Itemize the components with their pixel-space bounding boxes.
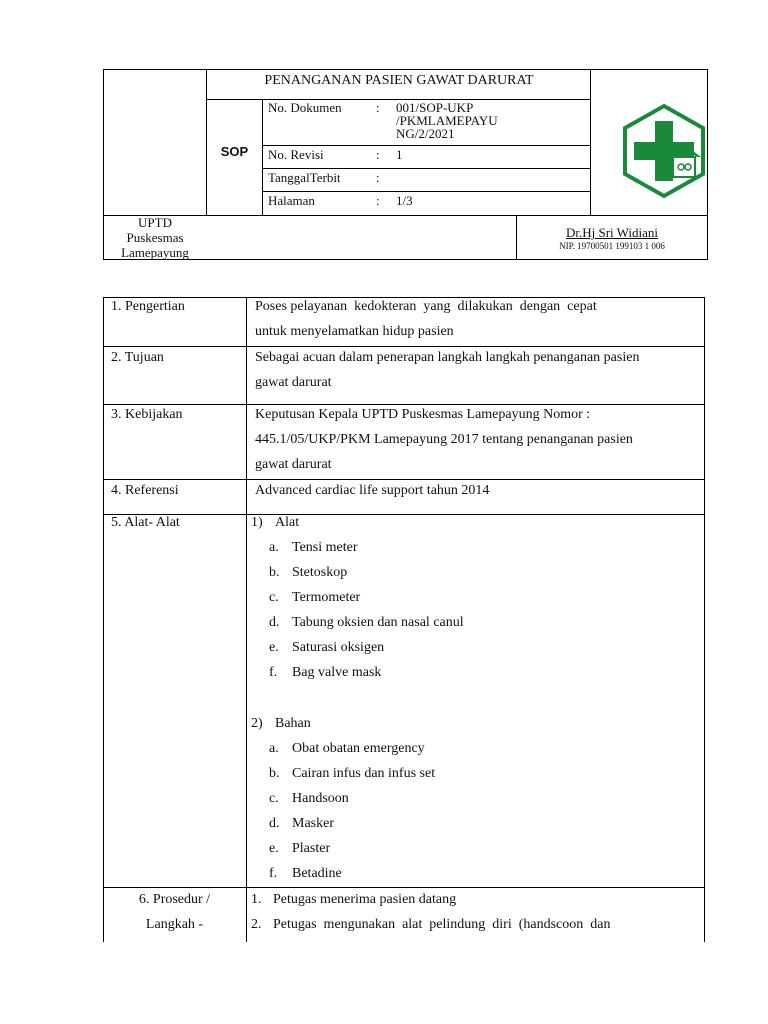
meta-value-line: /PKMLAMEPAYU xyxy=(396,113,498,128)
signer-block xyxy=(517,226,707,252)
header-divider xyxy=(262,145,590,146)
list-letter: f. xyxy=(269,665,278,680)
sop-content-table xyxy=(103,297,705,942)
row-label-prosedur xyxy=(103,887,246,937)
header-divider xyxy=(262,191,590,192)
row-text-pengertian xyxy=(255,294,695,344)
sop-label: SOP xyxy=(220,144,249,159)
list-item: Stetoskop xyxy=(292,565,348,580)
header-divider xyxy=(262,168,590,169)
group-number: 1) xyxy=(251,515,263,530)
list-letter: a. xyxy=(269,540,279,555)
list-letter: d. xyxy=(269,816,280,831)
meta-key: TanggalTerbit xyxy=(268,170,341,185)
meta-key: No. Revisi xyxy=(268,147,324,162)
step-text: Petugas menerima pasien datang xyxy=(273,892,457,907)
text-line: Poses pelayanan kedokteran yang dilakukan dengan cepat xyxy=(255,299,597,314)
meta-value-line: NG/2/2021 xyxy=(396,126,455,141)
step-text: Petugas mengunakan alat pelindung diri (handscoon dan xyxy=(273,917,611,932)
row-label-alat: 5. Alat- Alat xyxy=(111,515,180,530)
list-item: Tabung oksien dan nasal canul xyxy=(292,615,464,630)
list-letter: a. xyxy=(269,741,279,756)
meta-key: Halaman xyxy=(268,193,315,208)
row-text-referensi xyxy=(255,478,695,503)
row-label-pengertian: 1. Pengertian xyxy=(111,299,185,314)
org-line: Puskesmas xyxy=(126,230,184,245)
list-letter: b. xyxy=(269,766,280,781)
meta-separator: : xyxy=(376,170,380,185)
list-letter: d. xyxy=(269,615,280,630)
row-label-kebijakan: 3. Kebijakan xyxy=(111,407,183,422)
list-item: Plaster xyxy=(292,841,331,856)
meta-separator: : xyxy=(376,100,380,115)
meta-value: 1/3 xyxy=(396,193,413,208)
meta-value-line: 001/SOP-UKP xyxy=(396,100,474,115)
step-number: 1. xyxy=(251,892,262,907)
meta-value xyxy=(396,101,516,140)
meta-value: 1 xyxy=(396,147,403,162)
label-line: Langkah - xyxy=(145,917,204,932)
org-line: Lamepayung xyxy=(121,245,189,260)
list-item: Cairan infus dan infus set xyxy=(292,766,436,781)
group-title: Bahan xyxy=(275,716,311,731)
organization-name xyxy=(104,215,206,260)
row-text-tujuan xyxy=(255,345,695,395)
group-number: 2) xyxy=(251,716,263,731)
text-line: gawat darurat xyxy=(255,457,332,472)
text-line: 445.1/05/UKP/PKM Lamepayung 2017 tentang penanganan pasien xyxy=(255,432,633,447)
label-line: 6. Prosedur / xyxy=(138,892,211,907)
row-label-referensi: 4. Referensi xyxy=(111,483,179,498)
row-divider xyxy=(103,514,705,515)
column-divider xyxy=(246,297,247,942)
signer-name: Dr.Hj Sri Widiani xyxy=(565,225,659,240)
row-text-kebijakan xyxy=(255,402,695,477)
document-title: PENANGANAN PASIEN GAWAT DARURAT xyxy=(264,73,534,88)
list-item: Bag valve mask xyxy=(292,665,382,680)
text-line: Keputusan Kepala UPTD Puskesmas Lamepayung Nomor : xyxy=(255,407,591,422)
signer-nip: NIP. 19700501 199103 1 006 xyxy=(559,241,665,251)
org-line: UPTD xyxy=(138,215,172,230)
group-title: Alat xyxy=(275,515,300,530)
list-letter: e. xyxy=(269,841,279,856)
text-line: Sebagai acuan dalam penerapan langkah langkah penanganan pasien xyxy=(255,350,640,365)
document-header xyxy=(103,69,708,260)
meta-separator: : xyxy=(376,147,380,162)
text-line: Advanced cardiac life support tahun 2014 xyxy=(255,483,490,498)
text-line: untuk menyelamatkan hidup pasien xyxy=(255,324,454,339)
meta-key: No. Dokumen xyxy=(268,100,342,115)
row-label-tujuan: 2. Tujuan xyxy=(111,350,164,365)
list-item: Termometer xyxy=(292,590,361,605)
list-letter: c. xyxy=(269,590,279,605)
list-item: Betadine xyxy=(292,866,342,881)
list-item: Saturasi oksigen xyxy=(292,640,385,655)
meta-separator: : xyxy=(376,193,380,208)
step-number: 2. xyxy=(251,917,262,932)
list-letter: c. xyxy=(269,791,279,806)
list-item: Tensi meter xyxy=(292,540,358,555)
list-letter: e. xyxy=(269,640,279,655)
puskesmas-cross-logo-icon xyxy=(621,103,707,199)
text-line: gawat darurat xyxy=(255,375,332,390)
list-item: Handsoon xyxy=(292,791,349,806)
list-item: Masker xyxy=(292,816,334,831)
header-divider xyxy=(262,99,263,216)
list-item: Obat obatan emergency xyxy=(292,741,425,756)
list-letter: f. xyxy=(269,866,278,881)
list-letter: b. xyxy=(269,565,280,580)
